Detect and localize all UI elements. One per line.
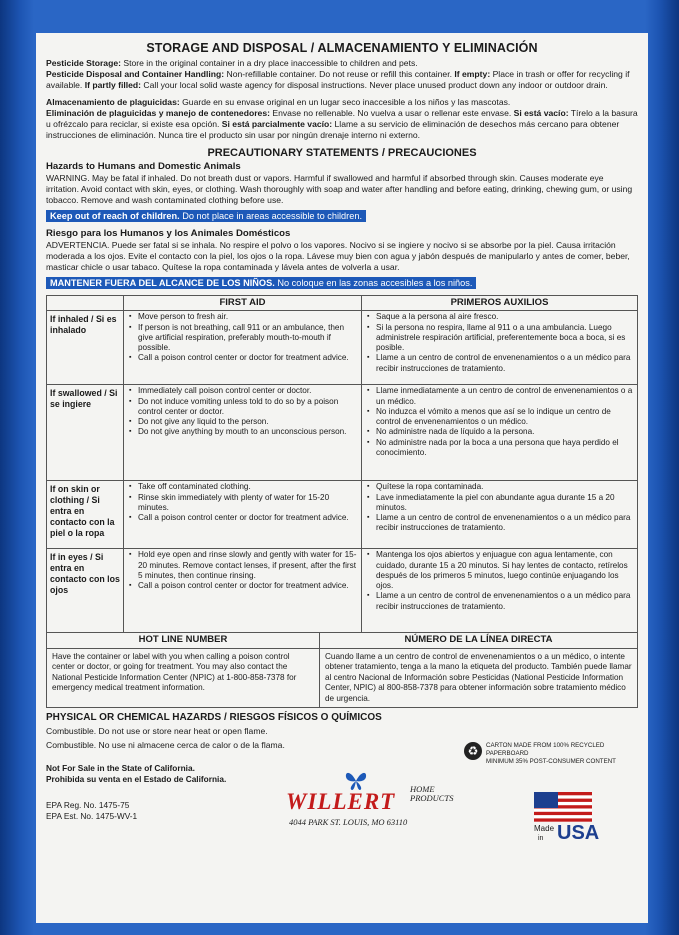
row-label: If in eyes / Si entra en contacto con los ojos	[47, 549, 124, 633]
page-title: STORAGE AND DISPOSAL / ALMACENAMIENTO Y ELIMINACIÓN	[146, 41, 538, 55]
list-item: ▪ Take off contaminated clothing.	[138, 482, 359, 492]
brand-address: 4044 PARK ST. LOUIS, MO 63110	[289, 817, 408, 828]
hazard-es-title: Riesgo para los Humanos y los Animales Domésticos	[46, 228, 291, 239]
hotline-header: HOT LINE NUMBER	[47, 633, 320, 648]
epa-reg: EPA Reg. No. 1475-75	[46, 800, 130, 811]
list-item: ▪ Mantenga los ojos abiertos y enjuague con agua lentamente, con cuidado, durante 15 a 20 minutos. Si hay lentes de contacto, retírelos después de los primeros 5 minutos, luego continúe enjuagando los ojos.	[376, 550, 635, 591]
list-item: ▪ Rinse skin immediately with plenty of water for 15-20 minutes.	[138, 493, 359, 514]
list-item: ▪ No administre nada de líquido a la persona.	[376, 427, 635, 437]
ca-en: Not For Sale in the State of California.	[46, 763, 195, 774]
made-label: Made	[534, 824, 555, 834]
list-item: ▪ Call a poison control center or doctor for treatment advice.	[138, 353, 359, 363]
list-item: ▪ Immediately call poison control center or doctor.	[138, 386, 359, 396]
recycle-icon: ♻	[464, 742, 482, 760]
willert-logo	[286, 772, 486, 842]
list-item: ▪ Call a poison control center or doctor for treatment advice.	[138, 581, 359, 591]
list-item: ▪ No administre nada por la boca a una persona que haya perdido el conocimiento.	[376, 438, 635, 459]
list-item: ▪ Llame a un centro de control de envenenamientos o a un médico para recibir instrucciones de tratamiento.	[376, 513, 635, 534]
first-aid-corner	[47, 296, 124, 311]
us-flag-icon	[534, 792, 592, 822]
hotline-text-es: Cuando llame a un centro de control de envenenamientos o a un médico, o intente obtener tratamiento, tenga a la mano la etiqueta del producto. También puede llamar al centro Nacional de Información sobre Pesticidas (National Pesticide Information Center, NPIC) al 800-858-7378 para obtener información sobre tratamiento médico de urgencia.	[320, 648, 638, 708]
list-item: ▪ Si la persona no respira, llame al 911 o a una ambulancia. Luego administrele respiración artificial, preferentemente boca a boca, si es posible.	[376, 323, 635, 354]
first-aid-header: FIRST AID	[124, 296, 362, 311]
hazard-es-text: ADVERTENCIA. Puede ser fatal si se inhala. No respire el polvo o los vapores. Nocivo si se ingiere y nocivo si se absorbe por la piel. Causa irritación moderada a los ojos. Evite el contacto con la piel, los ojos o la ropa. Lávese muy bien con agua y jabón después de manipularlo y antes de comer, beber, masticar chicle o usar tabaco. Quítese la ropa contaminada y lávela antes de volverla a usar.	[46, 240, 630, 272]
in-label: in	[538, 835, 544, 843]
list-item: ▪ Do not give any liquid to the person.	[138, 417, 359, 427]
epa-est: EPA Est. No. 1475-WV-1	[46, 810, 138, 821]
disposal-en: Pesticide Disposal and Container Handling: Non-refillable container. Do not reuse or refill this container. If empty: Place in trash or offer for recycling if available. If partly filled: Call your local solid waste agency for disposal instructions. Never place unused product down any indoor or outdoor drain.	[46, 69, 630, 90]
physical-en: Combustible. Do not use or store near heat or open flame.	[46, 726, 268, 737]
row-label: If inhaled / Si es inhalado	[47, 311, 124, 385]
brand-name: WILLERT	[286, 789, 396, 815]
list-item: ▪ Do not give anything by mouth to an unconscious person.	[138, 427, 359, 437]
table-row	[47, 311, 638, 385]
list-item: ▪ Saque a la persona al aire fresco.	[376, 312, 635, 322]
storage-en: Pesticide Storage: Store in the original container in a dry place inaccessible to children and pets.	[46, 58, 418, 68]
first-aid-table	[46, 295, 638, 633]
brand-tagline: HOME PRODUCTS	[410, 784, 454, 804]
mantener-banner: MANTENER FUERA DEL ALCANCE DE LOS NIÑOS. No coloque en las zonas accesibles a los niños.	[46, 277, 476, 289]
physical-hazards-title: PHYSICAL OR CHEMICAL HAZARDS / RIESGOS FÍSICOS O QUÍMICOS	[46, 712, 382, 724]
list-item: ▪ No induzca el vómito a menos que así se lo indique un centro de control de envenenamientos o un médico.	[376, 407, 635, 428]
disposal-es: Eliminación de plaguicidas y manejo de contenedores: Envase no rellenable. No vuelva a usar o rellenar este envase. Si está vacío: Tírelo a la basura u ofrézcalo para reciclar, si existe esa opción. Si está parcialmente vacío: Llame a su servicio de eliminación de desechos más cercano para obtener instrucciones de eliminación. Nunca tire el producto sin usar por ningún drenaje interno ni externo.	[46, 108, 638, 140]
list-item: ▪ Hold eye open and rinse slowly and gently with water for 15-20 minutes. Remove contact lenses, if present, after the first 5 minutes, then continue rinsing.	[138, 550, 359, 581]
table-row	[47, 549, 638, 633]
keep-out-banner: Keep out of reach of children. Do not place in areas accessible to children.	[46, 210, 366, 222]
made-in-usa-badge	[534, 792, 600, 847]
list-item: ▪ Llame inmediatamente a un centro de control de envenenamientos o a un médico.	[376, 386, 635, 407]
bottom-section	[46, 712, 638, 845]
physical-es: Combustible. No use ni almacene cerca de calor o de la flama.	[46, 740, 285, 751]
table-row	[47, 385, 638, 481]
table-row	[47, 481, 638, 549]
list-item: ▪ Llame a un centro de control de envenenamientos o a un médico para recibir instrucciones de tratamiento.	[376, 591, 635, 612]
list-item: ▪ Call a poison control center or doctor for treatment advice.	[138, 513, 359, 523]
row-label: If on skin or clothing / Si entra en contacto con la piel o la ropa	[47, 481, 124, 549]
precautions-title: PRECAUTIONARY STATEMENTS / PRECAUCIONES	[207, 147, 477, 159]
primeros-auxilios-header: PRIMEROS AUXILIOS	[362, 296, 638, 311]
list-item: ▪ Quítese la ropa contaminada.	[376, 482, 635, 492]
linea-directa-header: NÚMERO DE LA LÍNEA DIRECTA	[320, 633, 638, 648]
list-item: ▪ Do not induce vomiting unless told to do so by a poison control center or doctor.	[138, 397, 359, 418]
hotline-table	[46, 632, 638, 708]
storage-es: Almacenamiento de plaguicidas: Guarde en su envase original en un lugar seco inaccesible a los niños y las mascotas.	[46, 97, 511, 107]
ca-es: Prohibida su venta en el Estado de California.	[46, 773, 227, 784]
hotline-text-en: Have the container or label with you when calling a poison control center or doctor, or going for treatment. You may also contact the National Pesticide Information Center (NPIC) at 1-800-858-7378 for emergency medical treatment information.	[47, 648, 320, 708]
label-panel	[36, 33, 648, 923]
list-item: ▪ Move person to fresh air.	[138, 312, 359, 322]
list-item: ▪ Lave inmediatamente la piel con abundante agua durante 15 a 20 minutos.	[376, 493, 635, 514]
hazard-en-title: Hazards to Humans and Domestic Animals	[46, 161, 241, 172]
row-label: If swallowed / Si se ingiere	[47, 385, 124, 481]
carton-notice: ♻ CARTON MADE FROM 100% RECYCLED PAPERBOARD MINIMUM 35% POST-CONSUMER CONTENT	[464, 742, 644, 766]
usa-label: USA	[557, 822, 600, 845]
list-item: ▪ Llame a un centro de control de envenenamientos o a un médico para recibir instrucciones de tratamiento.	[376, 353, 635, 374]
hazard-en-text: WARNING. May be fatal if inhaled. Do not breath dust or vapors. Harmful if swallowed and harmful if absorbed through skin. Causes moderate eye irritation. Avoid contact with skin, eyes, or clothing. Wash thoroughly with soap and water after handling and before eating, drinking, chewing gum, or using tobacco. Remove and wash contaminated clothing before use.	[46, 173, 633, 205]
list-item: ▪ If person is not breathing, call 911 or an ambulance, then give artificial respiration, preferably mouth-to-mouth if possible.	[138, 323, 359, 354]
